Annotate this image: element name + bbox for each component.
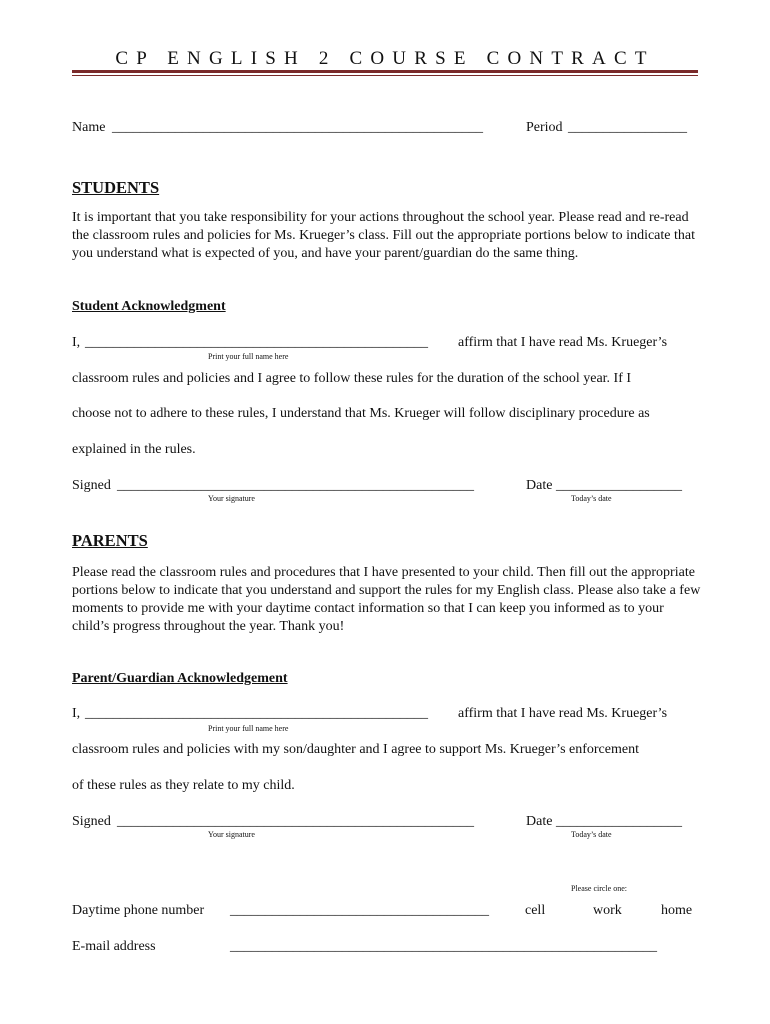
title-rule-thick xyxy=(72,70,698,73)
student-i-label: I, xyxy=(72,335,81,350)
parent-date-hint: Today’s date xyxy=(571,830,612,839)
parent-print-hint: Print your full name here xyxy=(208,724,289,733)
student-ack-heading: Student Acknowledgment xyxy=(72,299,226,314)
name-label: Name xyxy=(72,120,106,135)
student-date-label: Date xyxy=(526,478,553,493)
student-affirm-text: affirm that I have read Ms. Krueger’s xyxy=(458,335,668,350)
period-field[interactable]: _________________ xyxy=(568,120,687,135)
student-ack-line4: explained in the rules. xyxy=(72,442,196,457)
student-signature-field[interactable]: ___________________________________________________ xyxy=(117,478,474,493)
students-heading: STUDENTS xyxy=(72,178,160,197)
parents-heading: PARENTS xyxy=(72,531,148,550)
parent-signature-field[interactable]: ___________________________________________________ xyxy=(117,814,474,829)
email-field[interactable]: _____________________________________________________________ xyxy=(230,939,657,954)
parent-name-field[interactable]: _________________________________________________ xyxy=(85,706,428,721)
student-ack-line2: classroom rules and policies and I agree to follow these rules for the duration of the school year. If I xyxy=(72,371,632,386)
parent-ack-heading: Parent/Guardian Acknowledgement xyxy=(72,671,288,686)
student-signed-label: Signed xyxy=(72,478,111,493)
name-field[interactable]: _____________________________________________________ xyxy=(112,120,483,135)
phone-label: Daytime phone number xyxy=(72,903,205,918)
phone-option-cell[interactable]: cell xyxy=(525,903,546,918)
parent-ack-line2: classroom rules and policies with my son/daughter and I agree to support Ms. Krueger’s enforcement xyxy=(72,742,639,757)
phone-option-work[interactable]: work xyxy=(593,903,622,918)
parents-intro: Please read the classroom rules and procedures that I have presented to your child. Then fill out the appropriate portions below to indicate that you understand and support the rules for my English class. Please also take a few moments to provide me with your daytime contact information so that I can keep you informed as to your child’s progress throughout the year. Thank you! xyxy=(72,565,701,634)
phone-option-home[interactable]: home xyxy=(661,903,693,918)
students-intro: It is important that you take responsibility for your actions throughout the school year. Please read and re-read the classroom rules and policies for Ms. Krueger’s class. Fill out the appropriate portions below to indicate that you understand what is expected of you, and have your parent/guardian do the same thing. xyxy=(72,210,695,261)
student-ack-line3: choose not to adhere to these rules, I understand that Ms. Krueger will follow disciplinary procedure as xyxy=(72,406,650,421)
student-print-hint: Print your full name here xyxy=(208,352,289,361)
student-signature-hint: Your signature xyxy=(208,494,255,503)
title-rule-thin xyxy=(72,75,698,76)
parent-date-field[interactable]: __________________ xyxy=(556,814,682,829)
student-date-hint: Today’s date xyxy=(571,494,612,503)
parent-ack-line3: of these rules as they relate to my child. xyxy=(72,778,295,793)
parent-date-label: Date xyxy=(526,814,553,829)
student-date-field[interactable]: __________________ xyxy=(556,478,682,493)
phone-field[interactable]: _____________________________________ xyxy=(230,903,489,918)
parent-signature-hint: Your signature xyxy=(208,830,255,839)
student-name-field[interactable]: _________________________________________________ xyxy=(85,335,428,350)
parent-affirm-text: affirm that I have read Ms. Krueger’s xyxy=(458,706,668,721)
parent-signed-label: Signed xyxy=(72,814,111,829)
email-label: E-mail address xyxy=(72,939,156,954)
period-label: Period xyxy=(526,120,563,135)
parent-i-label: I, xyxy=(72,706,81,721)
document-title: CP ENGLISH 2 COURSE CONTRACT xyxy=(115,48,655,69)
circle-hint: Please circle one: xyxy=(571,884,627,893)
